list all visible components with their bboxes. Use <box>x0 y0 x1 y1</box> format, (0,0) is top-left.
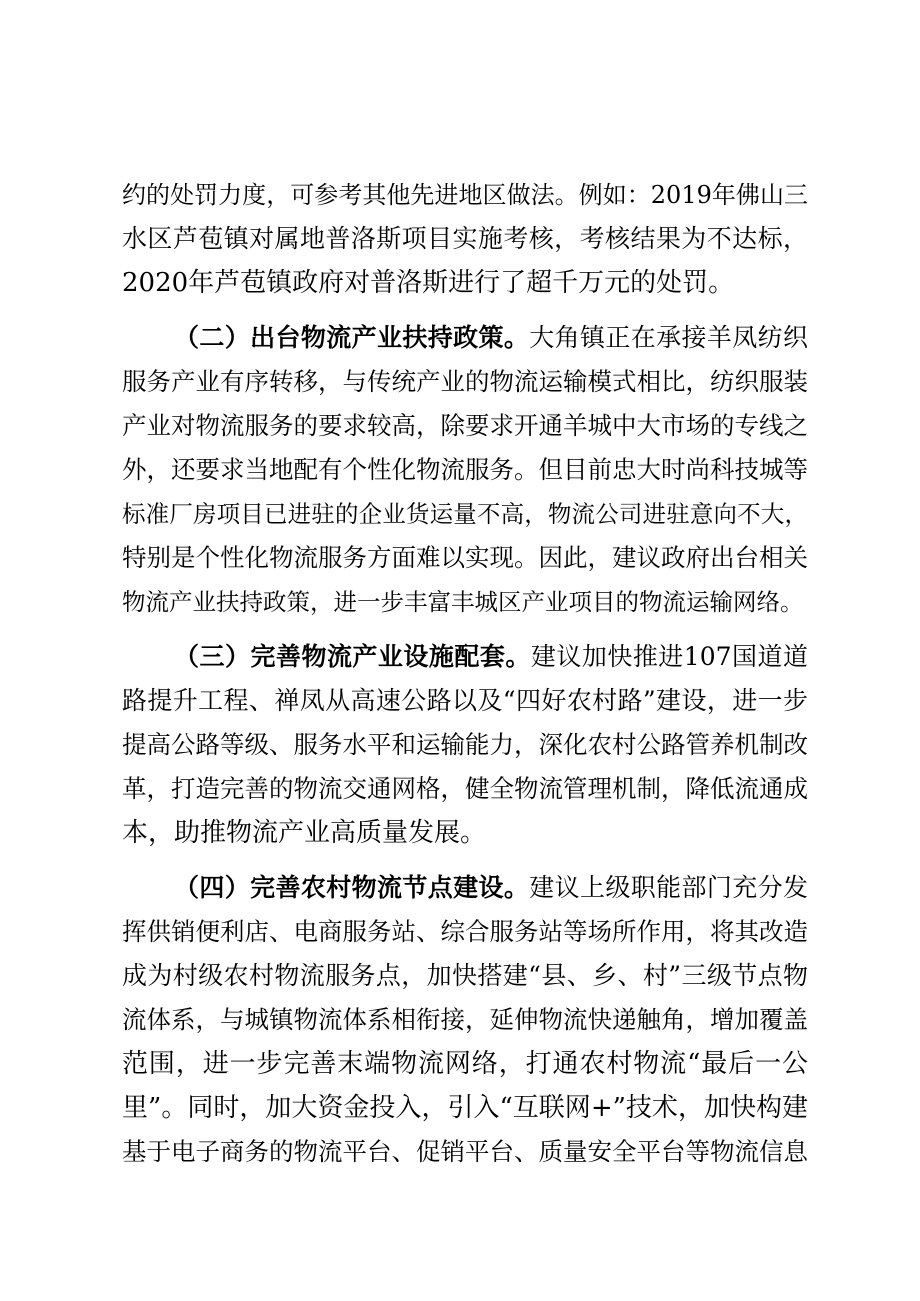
section-4-line-4: 范围，进一步完善末端物流网络，打通农村物流“最后一公 <box>122 1049 808 1079</box>
section-2-line-5: 特别是个性化物流服务方面难以实现。因此，建议政府出台相关 <box>122 543 808 572</box>
section-4-line-5: 里”。同时，加大资金投入，引入“互联网+”技术，加快构建 <box>122 1093 808 1123</box>
section-2-line-6: 物流产业扶持政策，进一步丰富丰城区产业项目的物流运输网络。 <box>122 588 804 616</box>
section-4-line-1: 挥供销便利店、电商服务站、综合服务站等场所作用，将其改造 <box>122 917 808 946</box>
section-3-line-3: 革，打造完善的物流交通网格，健全物流管理机制，降低流通成 <box>122 774 808 803</box>
section-4-heading: （四）完善农村物流节点建设。 <box>174 873 530 902</box>
section-3-first-line <box>174 635 808 679</box>
section-2-line-1: 服务产业有序转移，与传统产业的物流运输模式相比，纺织服装 <box>122 367 808 396</box>
section-2-line-3: 外，还要求当地配有个性化物流服务。但目前忠大时尚科技城等 <box>122 455 808 484</box>
paragraph-1-line-2: 水区芦苞镇对属地普洛斯项目实施考核，考核结果为不达标， <box>122 224 808 253</box>
section-4-line-6: 基于电子商务的物流平台、促销平台、质量安全平台等物流信息 <box>122 1137 808 1166</box>
section-2-line-2: 产业对物流服务的要求较高，除要求开通羊城中大市场的专线之 <box>122 411 808 440</box>
section-3-line-2: 提高公路等级、服务水平和运输能力，深化农村公路管养机制改 <box>122 730 808 759</box>
section-3-heading: （三）完善物流产业设施配套。 <box>174 642 531 671</box>
section-2-line-4: 标准厂房项目已进驻的企业货运量不高，物流公司进驻意向不大， <box>122 500 808 528</box>
section-3-line-1: 路提升工程、禅凤从高速公路以及“四好农村路”建设，进一步 <box>122 686 808 715</box>
section-2-first-line <box>174 316 808 360</box>
section-3-line-4: 本，助推物流产业高质量发展。 <box>122 818 487 848</box>
section-4-first-line <box>174 866 808 910</box>
section-4-line-3: 流体系，与城镇物流体系相衔接，延伸物流快递触角，增加覆盖 <box>122 1005 808 1034</box>
paragraph-1-line-3: 2020年芦苞镇政府对普洛斯进行了超千万元的处罚。 <box>122 268 735 298</box>
paragraph-1-line-1: 约的处罚力度，可参考其他先进地区做法。例如：2019年佛山三 <box>122 181 808 209</box>
section-4-line-2: 成为村级农村物流服务点，加快搭建“县、乡、村”三级节点物 <box>122 961 808 990</box>
section-2-first-line-text: 大角镇正在承接羊凤纺织 <box>529 323 808 352</box>
section-2-heading: （二）出台物流产业扶持政策。 <box>174 323 530 352</box>
section-4-first-line-text: 建议上级职能部门充分发 <box>529 873 808 902</box>
section-3-first-line-text: 建议加快推进107国道道 <box>530 642 808 671</box>
